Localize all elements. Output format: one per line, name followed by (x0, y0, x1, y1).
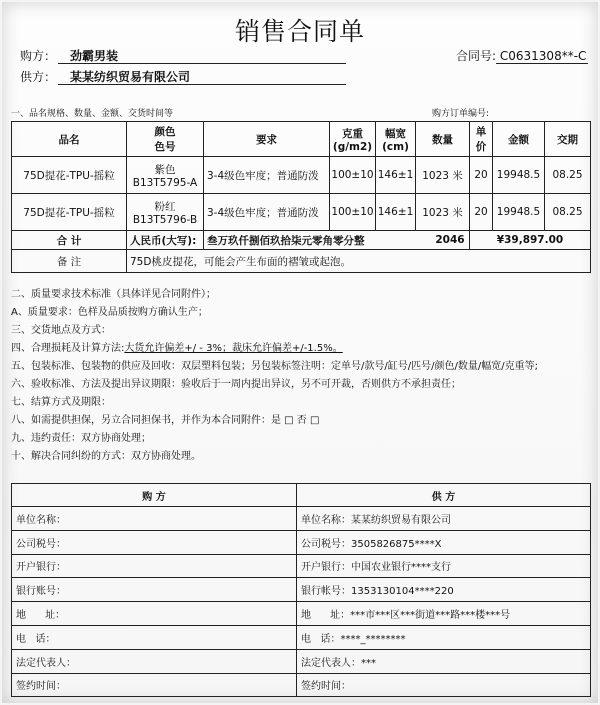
cell-color: 紫色 B13T5795-A (127, 157, 204, 194)
contract-number (456, 47, 586, 64)
page-title: 销售合同单 (234, 17, 365, 46)
seller-row (20, 68, 190, 85)
note-text: 75D桃皮提花，可能会产生布面的褶皱或起泡。 (127, 250, 591, 273)
col-delivery: 交期 (545, 122, 591, 157)
cell-weight: 100±10 (330, 194, 376, 231)
cell-amount: 19948.5 (493, 157, 545, 194)
seller-underline (58, 84, 346, 85)
col-weight: 克重 (g/m2) (330, 122, 376, 157)
total-quantity-display: 2046 (435, 234, 465, 246)
seller-heading: 供 方 (297, 484, 591, 507)
cell-delivery: 08.25 (545, 157, 591, 194)
cell-name: 75D提花-TPU-摇粒 (12, 194, 127, 231)
order-no-label: 购方订单编号: (432, 109, 490, 119)
table-header-row (12, 122, 591, 157)
party-row: 地 址： 地 址：***市***区***街道***路***楼***号 (12, 602, 591, 626)
cell-width: 146±1 (376, 194, 416, 231)
rmb-label: 人民币(大写): (127, 231, 204, 250)
buyer-underline (58, 63, 346, 64)
seller-name: 某某纺织贸易有限公司 (70, 70, 191, 84)
cell-name: 75D提花-TPU-摇粒 (12, 157, 127, 194)
cell-amount: 19948.5 (493, 194, 545, 231)
cell-delivery: 08.25 (545, 194, 591, 231)
term-3: 三、交货地点及方式： (11, 325, 111, 336)
party-header-row (12, 484, 591, 507)
term-7: 七、结算方式及期限： (11, 397, 111, 408)
table-row (12, 194, 591, 231)
table-row (12, 157, 591, 194)
col-width: 幅宽 (cm) (376, 122, 416, 157)
party-table (11, 483, 591, 697)
total-label: 合 计 (12, 231, 127, 250)
party-row: 银行账号： 银行帐号：1353130104****220 (12, 578, 591, 602)
rmb-upper-amount: 叁万玖仟捌佰玖拾柒元零角零分整 (204, 231, 470, 250)
contract-no-underline (496, 63, 588, 64)
col-name: 品名 (12, 122, 127, 157)
col-quantity: 数量 (416, 122, 470, 157)
buyer-name: 劲霸男装 (70, 49, 119, 63)
col-requirement: 要求 (204, 122, 330, 157)
col-amount: 金额 (493, 122, 545, 157)
party-row: 签约时间： 签约时间： (12, 673, 591, 697)
party-row: 法定代表人： 法定代表人：*** (12, 649, 591, 673)
note-row (12, 250, 591, 273)
seller-label: 供方： (20, 70, 57, 84)
note-label: 备 注 (12, 250, 127, 273)
total-amount: ¥39,897.00 (470, 231, 591, 250)
cell-quantity: 1023 米 (416, 194, 470, 231)
term-6: 六、验收标准、方法及提出异议期限：验收后于一周内提出异议，另不可开裁，否则供方不承担责任； (11, 379, 461, 390)
cell-requirement: 3-4级色牢度；普通防泼 (204, 194, 330, 231)
term-5: 五、包装标准、包装物的供应及回收：双层塑料包装；另包装标签注明：定单号/款号/缸号/匹号/颜色/数量/幅宽/克重等; (11, 361, 538, 372)
contract-no-value: C0631308**-C (499, 49, 587, 63)
cell-requirement: 3-4级色牢度；普通防泼 (204, 157, 330, 194)
buyer-heading: 购 方 (12, 484, 297, 507)
cell-width: 146±1 (376, 157, 416, 194)
term-a: A、质量要求：色样及品质按购方确认生产； (11, 307, 208, 318)
party-row: 开户银行： 开户银行：中国农业银行****支行 (12, 554, 591, 578)
contract-no-label: 合同号: (456, 49, 497, 63)
cell-weight: 100±10 (330, 157, 376, 194)
term-2: 二、质量要求技术标准（具体详见合同附件）； (11, 289, 216, 300)
buyer-row (20, 47, 118, 64)
term-8: 八、如需提供担保，另立合同担保书，并作为本合同附件：是 □ 否 □ (11, 415, 320, 426)
party-row: 单位名称： 单位名称：某某纺织贸易有限公司 (12, 507, 591, 531)
party-row: 公司税号： 公司税号：3505826875****X (12, 530, 591, 554)
col-unit-price: 单 价 (470, 122, 493, 157)
section-1-heading: 一、品名规格、数量、金额、交货时间等 (11, 109, 174, 119)
cell-price: 20 (470, 157, 493, 194)
cell-price: 20 (470, 194, 493, 231)
buyer-label: 购方： (20, 49, 57, 63)
cell-quantity: 1023 米 (416, 157, 470, 194)
term-4: 四、合理损耗及计算方法:大货允许偏差+/ - 3%；裁床允许偏差+/-1.5%。 (11, 343, 343, 354)
col-color: 颜色 色号 (127, 122, 204, 157)
party-row: 电 话： 电 话：****_******** (12, 625, 591, 649)
term-10: 十、解决合同纠纷的方式：双方协商处理。 (11, 451, 201, 462)
goods-table (11, 121, 591, 273)
total-row (12, 231, 591, 250)
cell-color: 粉红 B13T5796-B (127, 194, 204, 231)
term-9: 九、违约责任：双方协商处理； (11, 433, 151, 444)
